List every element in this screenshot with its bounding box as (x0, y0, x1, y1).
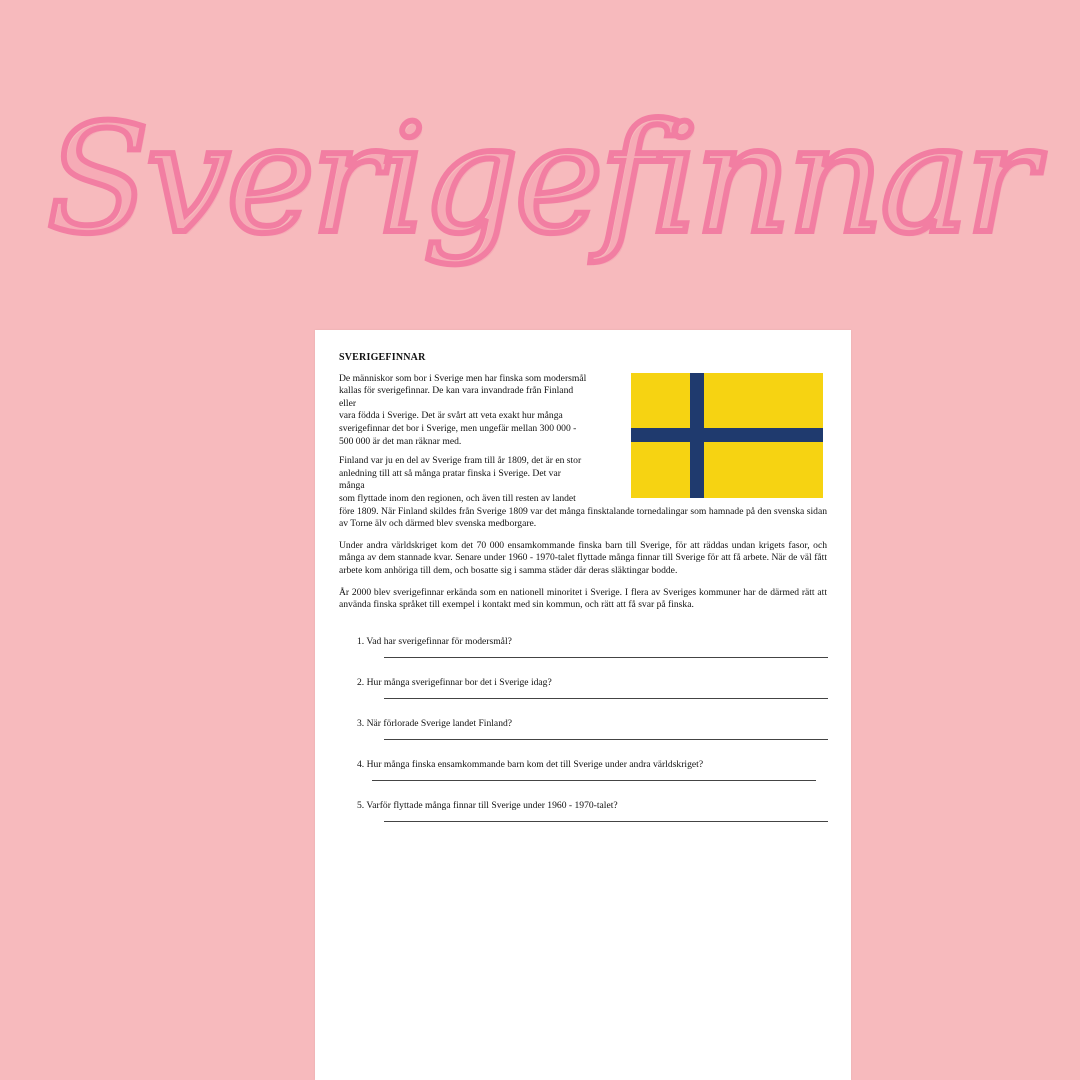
worksheet-content (339, 352, 827, 841)
paragraph-2-continued: före 1809. När Finland skildes från Sverige 1809 var det många finsktalande tornedalingar som hamnade på den svenska sidan av Torne älv och därmed blev svenska medborgare. (339, 505, 827, 530)
question-text: 3. När förlorade Sverige landet Finland? (357, 717, 513, 729)
question-item (339, 800, 827, 841)
question-text: 1. Vad har sverigefinnar för modersmål? (357, 635, 512, 647)
paragraph-3: Under andra världskriget kom det 70 000 ensamkommande finska barn till Sverige, för att räddas undan krigets fasor, och många av dem stannade kvar. Senare under 1960 - 1970-talet flyttade många finnar till Sverige för att få arbete. När de väl fått arbete kom anhöriga till dem, och bosatte sig i samma städer där deras släktingar bodde. (339, 539, 827, 576)
paragraph-line: eller (339, 397, 357, 409)
question-item (339, 718, 827, 759)
paragraph-line: vara födda i Sverige. Det är svårt att veta exakt hur många (339, 410, 563, 422)
answer-line[interactable] (384, 739, 828, 740)
paragraph-1 (339, 373, 629, 449)
worksheet-page (315, 330, 851, 1080)
question-text: 4. Hur många finska ensamkommande barn kom det till Sverige under andra världskriget? (357, 758, 704, 770)
paragraph-line: kallas för sverigefinnar. De kan vara invandrade från Finland (339, 385, 574, 397)
answer-line[interactable] (384, 657, 828, 658)
paragraph-2 (339, 455, 629, 505)
paragraph-line: många (339, 480, 365, 492)
question-item (339, 677, 827, 718)
answer-line[interactable] (384, 821, 828, 822)
question-text: 2. Hur många sverigefinnar bor det i Sverige idag? (357, 676, 552, 688)
paragraph-line: sverigefinnar det bor i Sverige, men ungefär mellan 300 000 - (339, 422, 577, 434)
question-item (339, 759, 827, 800)
paragraph-line: De människor som bor i Sverige men har finska som modersmål (339, 372, 587, 384)
document-heading: SVERIGEFINNAR (339, 352, 426, 363)
answer-line[interactable] (372, 780, 816, 781)
banner-title: Sverigefinnar (46, 93, 1034, 267)
paragraph-line: 500 000 är det man räknar med. (339, 435, 462, 447)
question-text: 5. Varför flyttade många finnar till Sverige under 1960 - 1970-talet? (357, 799, 618, 811)
banner (0, 60, 1080, 300)
paragraph-line: Finland var ju en del av Sverige fram till år 1809, det är en stor (339, 455, 582, 467)
paragraph-4: År 2000 blev sverigefinnar erkända som en nationell minoritet i Sverige. I flera av Sveriges kommuner har de därmed rätt att använda finska språket till exempel i kontakt med sin kommun, och rätt att få svar på finska. (339, 586, 827, 611)
paragraph-line: som flyttade inom den regionen, och även till resten av landet (339, 492, 576, 504)
paragraph-line: anledning till att så många pratar finska i Sverige. Det var (339, 467, 561, 479)
answer-line[interactable] (384, 698, 828, 699)
question-item (339, 636, 827, 677)
question-list (339, 636, 827, 841)
